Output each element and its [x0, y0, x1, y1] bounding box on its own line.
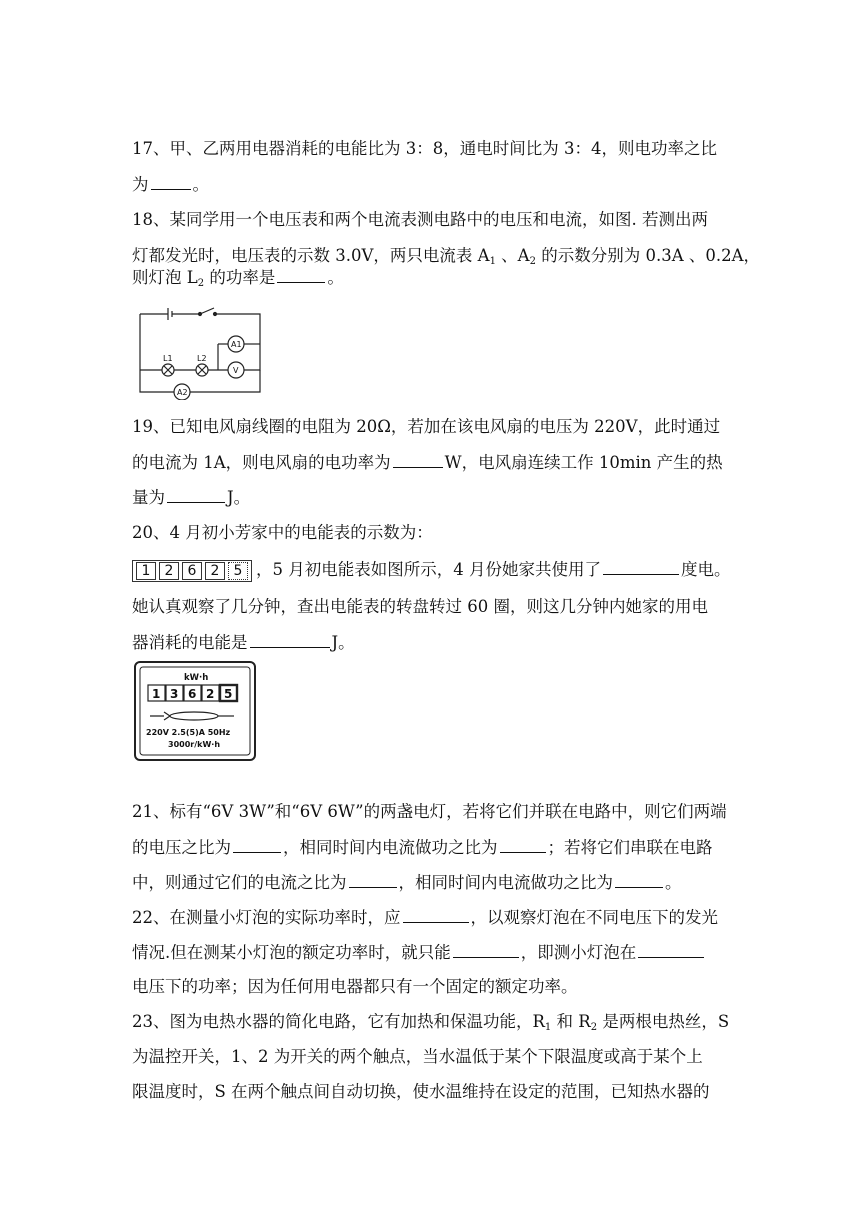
energy-meter-figure [134, 661, 256, 761]
label-l1: L1 [163, 354, 173, 363]
q18-line-3: 则灯泡 $L_2$ 的功率是 。 [132, 268, 344, 289]
meter-unit: kW·h [184, 673, 209, 683]
q22-line-1: 22、在测量小灯泡的实际功率时，应 ，以观察灯泡在不同电压下的发光 [132, 908, 718, 927]
label-a1: A1 [231, 340, 242, 349]
answer-blank[interactable] [151, 173, 191, 190]
answer-blank[interactable] [603, 558, 679, 575]
meter-digit: 2 [206, 687, 215, 701]
q20-line-3: 她认真观察了几分钟，查出电能表的转盘转过 60 圈，则这几分钟内她家的用电 [132, 597, 708, 616]
answer-blank[interactable] [638, 941, 704, 958]
q19-line-3: 量为 J。 [132, 488, 251, 507]
q21-line-3: 中，则通过它们的电流之比为 ，相同时间内电流做功之比为 。 [132, 873, 682, 892]
meter-digit: 1 [152, 687, 161, 701]
q23-line-1: 23、图为电热水器的简化电路，它有加热和保温功能，$R_1$ 和 $R_2$ 是两根电热丝，S [132, 1012, 730, 1033]
meter-digit: 6 [188, 687, 197, 701]
answer-blank[interactable] [233, 836, 281, 853]
meter-spec-2: 3000r/kW·h [168, 740, 221, 749]
q17-line-2: 为 。 [132, 175, 209, 194]
label-a2: A2 [177, 388, 188, 397]
q23-line-2: 为温控开关，1、2 为开关的两个触点，当水温低于某个下限温度或高于某个上 [132, 1047, 703, 1066]
lamp-l1 [162, 364, 174, 376]
q19-line-2: 的电流为 1A，则电风扇的电功率为 W，电风扇连续工作 10min 产生的热 [132, 453, 723, 472]
meter-digit: 3 [170, 687, 179, 701]
answer-blank[interactable] [500, 836, 546, 853]
q21-line-1: 21、标有“6V 3W”和“6V 6W”的两盏电灯，若将它们并联在电路中，则它们两端 [132, 802, 727, 821]
q20-line-4: 器消耗的电能是 J。 [132, 633, 355, 652]
answer-blank[interactable] [167, 486, 225, 503]
q20-line-1: 20、4 月初小芳家中的电能表的示数为： [132, 523, 433, 542]
answer-blank[interactable] [453, 941, 519, 958]
q23-line-3: 限温度时，S 在两个触点间自动切换，使水温维持在设定的范围，已知热水器的 [132, 1082, 710, 1101]
answer-blank[interactable] [615, 871, 663, 888]
meter-spec-1: 220V 2.5(5)A 50Hz [146, 728, 231, 737]
q18-line-1: 18、某同学用一个电压表和两个电流表测电路中的电压和电流，如图. 若测出两 [132, 210, 708, 229]
q21-line-2: 的电压之比为 ，相同时间内电流做功之比为 ；若将它们串联在电路 [132, 838, 713, 857]
q20-line-2: 1 2 6 2 5 ，5 月初电能表如图所示，4 月份她家共使用了 度电。 [132, 558, 731, 582]
meter-reading-strip: 1 2 6 2 5 [132, 560, 252, 582]
circuit-diagram [128, 300, 268, 400]
answer-blank[interactable] [393, 451, 443, 468]
answer-blank[interactable] [250, 631, 330, 648]
answer-blank[interactable] [349, 871, 397, 888]
label-l2: L2 [197, 354, 207, 363]
answer-blank[interactable] [403, 906, 469, 923]
q19-line-1: 19、已知电风扇线圈的电阻为 20Ω，若加在该电风扇的电压为 220V，此时通过 [132, 417, 721, 436]
q22-line-2: 情况.但在测某小灯泡的额定功率时，就只能 ，即测小灯泡在 [132, 941, 706, 964]
q22-line-3: 电压下的功率；因为任何用电器都只有一个固定的额定功率。 [132, 977, 578, 996]
q17-line-1: 17、甲、乙两用电器消耗的电能比为 3：8，通电时间比为 3：4，则电功率之比 [132, 139, 717, 158]
meter-digit: 5 [224, 687, 233, 701]
answer-blank[interactable] [277, 266, 325, 283]
label-v: V [233, 366, 239, 375]
q18-line-2: 灯都发光时，电压表的示数 3.0V，两只电流表 $A_1$ 、$A_2$ 的示数分别为 0.3A 、0.2A， [132, 246, 761, 267]
lamp-l2 [196, 364, 208, 376]
